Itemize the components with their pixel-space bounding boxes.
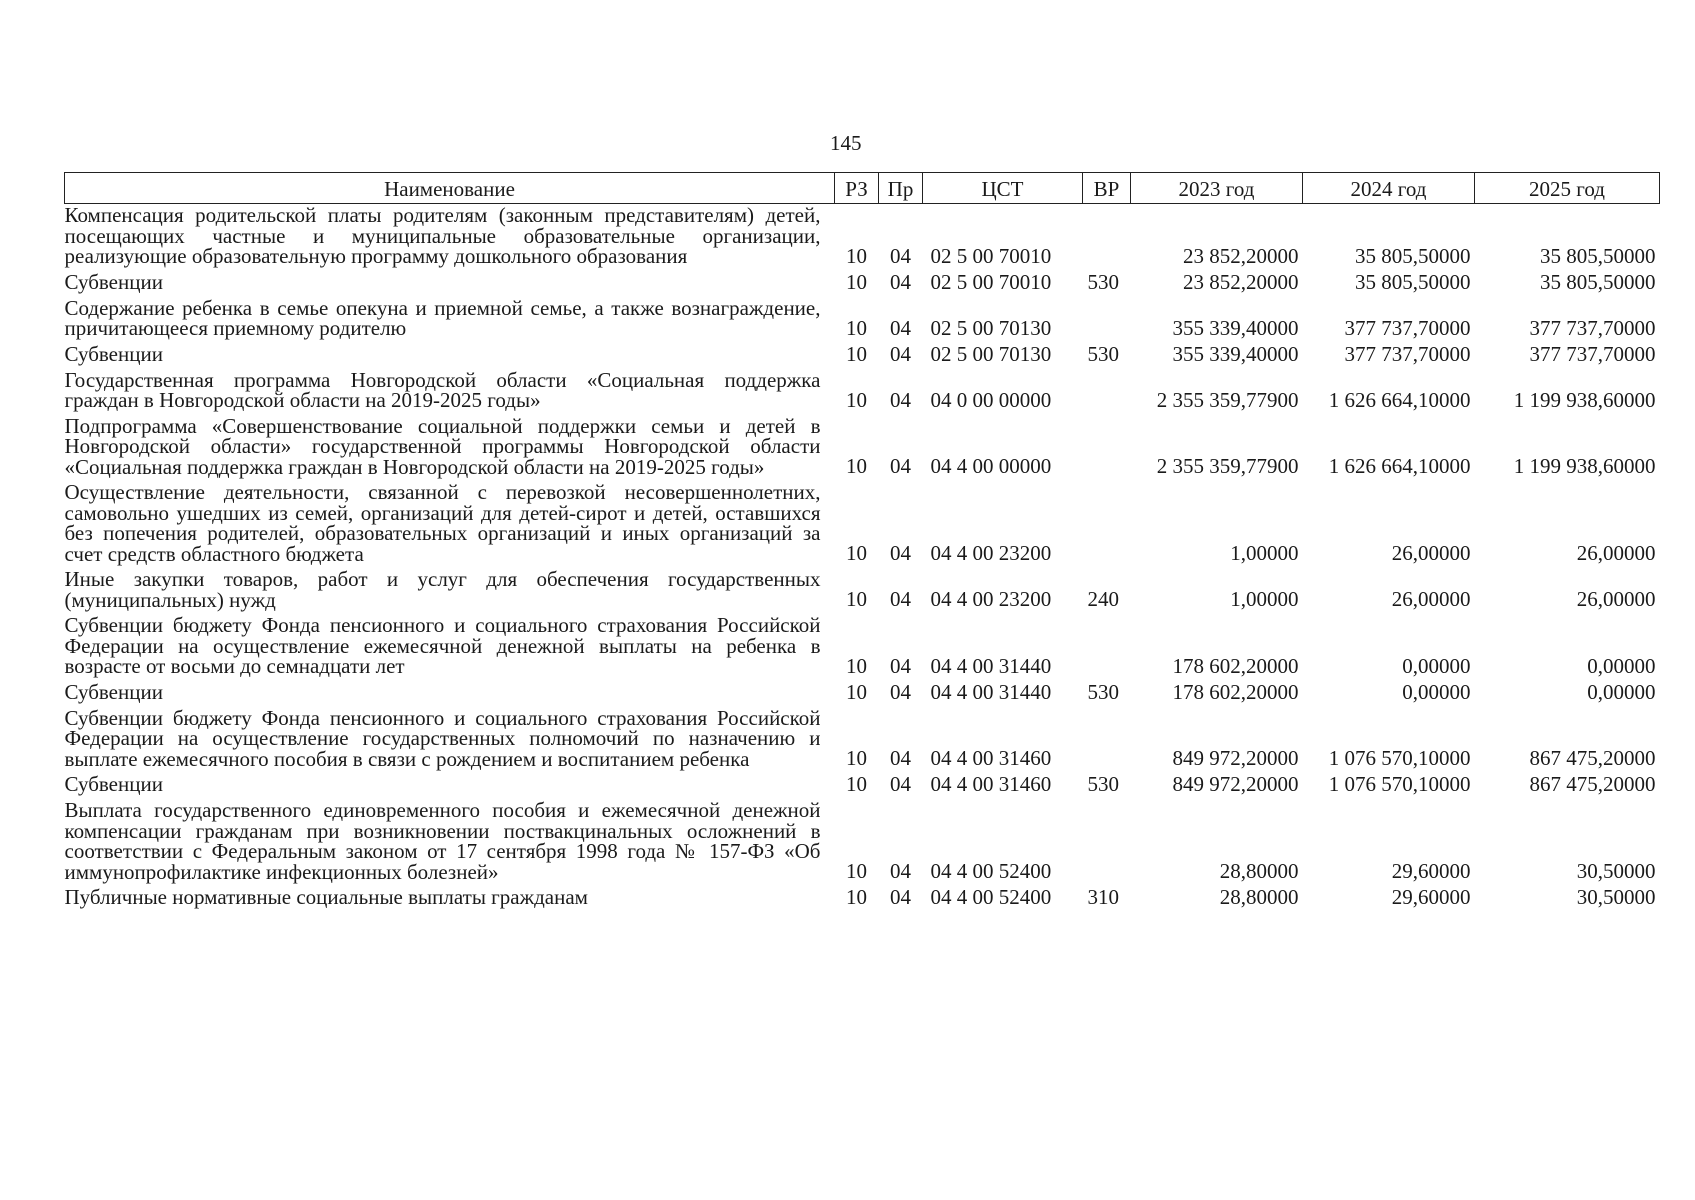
row-value-2024: 0,00000 bbox=[1402, 653, 1471, 678]
row-value-2023: 1,00000 bbox=[1230, 541, 1299, 565]
row-pr: 04 bbox=[890, 587, 911, 611]
row-value-2023: 1,00000 bbox=[1230, 587, 1299, 611]
row-value-2023: 23 852,20000 bbox=[1183, 269, 1299, 294]
row-name: Субвенции bbox=[64, 679, 163, 704]
row-value-2024: 26,00000 bbox=[1391, 541, 1471, 565]
table-row bbox=[65, 773, 1660, 799]
row-vr bbox=[1083, 204, 1131, 271]
row-rz: 10 bbox=[846, 341, 867, 366]
row-value-2024: 1 076 570,10000 bbox=[1328, 746, 1471, 770]
table-header-row bbox=[65, 173, 1660, 204]
row-cst: 04 4 00 31440 bbox=[930, 679, 1052, 704]
row-value-2024: 377 737,70000 bbox=[1344, 341, 1471, 366]
row-value-2024: 1 076 570,10000 bbox=[1328, 772, 1471, 796]
row-rz: 10 bbox=[846, 679, 867, 704]
row-cst: 04 4 00 52400 bbox=[930, 859, 1052, 883]
row-name: Субвенции bbox=[64, 772, 163, 796]
row-value-2024: 1 626 664,10000 bbox=[1328, 454, 1471, 478]
row-value-2023: 178 602,20000 bbox=[1172, 653, 1299, 678]
row-value-2025: 867 475,20000 bbox=[1529, 746, 1656, 770]
row-value-2024: 35 805,50000 bbox=[1355, 269, 1471, 294]
row-vr bbox=[1083, 614, 1131, 681]
row-name: Публичные нормативные социальные выплаты гражданам bbox=[64, 885, 588, 909]
row-value-2023: 178 602,20000 bbox=[1172, 679, 1299, 704]
row-name: Субвенции бюджету Фонда пенсионного и социального страхования Российской Федерации на осуществление государственных полномочий по назначению и выплате ежемесячного пособия в связи с рождением и воспитанием ребенка bbox=[64, 705, 821, 771]
header-vr: ВР bbox=[1083, 173, 1131, 204]
row-value-2023: 2 355 359,77900 bbox=[1156, 387, 1299, 412]
table-row bbox=[65, 271, 1660, 297]
row-rz: 10 bbox=[846, 587, 867, 611]
row-value-2025: 377 737,70000 bbox=[1529, 341, 1656, 366]
row-vr bbox=[1083, 481, 1131, 568]
table-row bbox=[65, 568, 1660, 614]
row-cst: 02 5 00 70130 bbox=[930, 315, 1052, 340]
row-value-2024: 35 805,50000 bbox=[1355, 243, 1471, 268]
row-cst: 02 5 00 70130 bbox=[930, 341, 1052, 366]
row-value-2024: 29,60000 bbox=[1391, 885, 1471, 909]
row-value-2025: 26,00000 bbox=[1576, 587, 1656, 611]
row-value-2023: 23 852,20000 bbox=[1183, 243, 1299, 268]
row-cst: 04 4 00 31460 bbox=[930, 772, 1052, 796]
table-row bbox=[65, 799, 1660, 886]
row-rz: 10 bbox=[846, 772, 867, 796]
row-rz: 10 bbox=[846, 885, 867, 909]
row-name: Иные закупки товаров, работ и услуг для обеспечения государственных (муниципальных) нужд bbox=[64, 567, 821, 612]
header-cst: ЦСТ bbox=[923, 173, 1083, 204]
row-rz: 10 bbox=[846, 315, 867, 340]
row-vr: 530 bbox=[1087, 269, 1119, 294]
row-value-2025: 35 805,50000 bbox=[1540, 243, 1656, 268]
row-value-2023: 2 355 359,77900 bbox=[1156, 454, 1299, 478]
table-row bbox=[65, 886, 1660, 912]
row-pr: 04 bbox=[890, 387, 911, 412]
row-value-2024: 0,00000 bbox=[1402, 679, 1471, 704]
row-cst: 04 0 00 00000 bbox=[930, 387, 1052, 412]
row-name: Субвенции bbox=[64, 341, 163, 366]
row-value-2024: 1 626 664,10000 bbox=[1328, 387, 1471, 412]
header-rz: РЗ bbox=[835, 173, 879, 204]
row-vr bbox=[1083, 415, 1131, 482]
row-vr: 310 bbox=[1087, 885, 1119, 909]
row-cst: 04 4 00 00000 bbox=[930, 454, 1052, 478]
row-pr: 04 bbox=[890, 243, 911, 268]
row-vr bbox=[1083, 799, 1131, 886]
row-pr: 04 bbox=[890, 269, 911, 294]
row-value-2024: 29,60000 bbox=[1391, 859, 1471, 883]
page-number: 145 bbox=[830, 131, 862, 155]
row-rz: 10 bbox=[846, 387, 867, 412]
header-2024: 2024 год bbox=[1303, 173, 1475, 204]
row-pr: 04 bbox=[890, 341, 911, 366]
row-value-2025: 1 199 938,60000 bbox=[1513, 387, 1656, 412]
table-row bbox=[65, 204, 1660, 271]
row-value-2025: 30,50000 bbox=[1576, 859, 1656, 883]
row-rz: 10 bbox=[846, 269, 867, 294]
row-vr: 240 bbox=[1087, 587, 1119, 611]
row-value-2025: 30,50000 bbox=[1576, 885, 1656, 909]
row-name: Подпрограмма «Совершенствование социальной поддержки семьи и детей в Новгородской области» государственной программы Новгородской области «Социальная поддержка граждан в Новгородской области на 2019-2025 годы» bbox=[64, 413, 821, 479]
row-rz: 10 bbox=[846, 859, 867, 883]
row-pr: 04 bbox=[890, 454, 911, 478]
row-rz: 10 bbox=[846, 653, 867, 678]
row-value-2025: 867 475,20000 bbox=[1529, 772, 1656, 796]
table-row bbox=[65, 481, 1660, 568]
row-pr: 04 bbox=[890, 679, 911, 704]
row-rz: 10 bbox=[846, 243, 867, 268]
row-value-2023: 355 339,40000 bbox=[1172, 315, 1299, 340]
row-name: Компенсация родительской платы родителям (законным представителям) детей, посещающих частные и муниципальные образовательные организации, реализующие образовательную программу дошкольного образования bbox=[64, 203, 821, 268]
row-pr: 04 bbox=[890, 746, 911, 770]
row-name: Выплата государственного единовременного пособия и ежемесячной денежной компенсации гражданам при возникновении поствакцинальных осложнений в соответствии с Федеральным законом от 17 сентября 1998 года № 157-ФЗ «Об иммунопрофилактике инфекционных болезней» bbox=[64, 798, 821, 884]
table-row bbox=[65, 369, 1660, 415]
row-value-2024: 377 737,70000 bbox=[1344, 315, 1471, 340]
row-name: Субвенции bbox=[64, 269, 163, 294]
row-cst: 04 4 00 52400 bbox=[930, 885, 1052, 909]
row-value-2023: 849 972,20000 bbox=[1172, 772, 1299, 796]
row-pr: 04 bbox=[890, 859, 911, 883]
row-cst: 04 4 00 31460 bbox=[930, 746, 1052, 770]
row-vr: 530 bbox=[1087, 772, 1119, 796]
row-pr: 04 bbox=[890, 541, 911, 565]
row-name: Осуществление деятельности, связанной с перевозкой несовершеннолетних, самовольно ушедших из семей, организаций для детей-сирот и детей, оставшихся без попечения родителей, образовательных организаций и иных организаций за счет средств областного бюджета bbox=[64, 480, 821, 566]
header-2023: 2023 год bbox=[1131, 173, 1303, 204]
row-value-2025: 0,00000 bbox=[1587, 679, 1656, 704]
row-value-2025: 377 737,70000 bbox=[1529, 315, 1656, 340]
row-cst: 02 5 00 70010 bbox=[930, 269, 1052, 294]
row-value-2025: 26,00000 bbox=[1576, 541, 1656, 565]
table-row bbox=[65, 614, 1660, 681]
row-value-2023: 28,80000 bbox=[1219, 885, 1299, 909]
table-row bbox=[65, 297, 1660, 343]
row-rz: 10 bbox=[846, 746, 867, 770]
row-rz: 10 bbox=[846, 454, 867, 478]
table-row bbox=[65, 415, 1660, 482]
row-cst: 04 4 00 23200 bbox=[930, 587, 1052, 611]
row-vr bbox=[1083, 707, 1131, 774]
row-pr: 04 bbox=[890, 315, 911, 340]
row-cst: 02 5 00 70010 bbox=[930, 243, 1052, 268]
row-pr: 04 bbox=[890, 885, 911, 909]
table-row bbox=[65, 681, 1660, 707]
row-value-2025: 35 805,50000 bbox=[1540, 269, 1656, 294]
row-rz: 10 bbox=[846, 541, 867, 565]
table-row bbox=[65, 343, 1660, 369]
row-vr bbox=[1083, 369, 1131, 415]
table-body bbox=[65, 204, 1660, 913]
row-vr: 530 bbox=[1087, 341, 1119, 366]
budget-table bbox=[64, 172, 1660, 912]
row-value-2025: 1 199 938,60000 bbox=[1513, 454, 1656, 478]
row-cst: 04 4 00 31440 bbox=[930, 653, 1052, 678]
table-row bbox=[65, 707, 1660, 774]
row-name: Субвенции бюджету Фонда пенсионного и социального страхования Российской Федерации на осуществление ежемесячной денежной выплаты на ребенка в возрасте от восьми до семнадцати лет bbox=[64, 613, 821, 678]
row-value-2023: 355 339,40000 bbox=[1172, 341, 1299, 366]
row-pr: 04 bbox=[890, 772, 911, 796]
row-cst: 04 4 00 23200 bbox=[930, 541, 1052, 565]
row-name: Содержание ребенка в семье опекуна и приемной семье, а также вознаграждение, причитающееся приемному родителю bbox=[64, 295, 821, 340]
row-pr: 04 bbox=[890, 653, 911, 678]
row-vr: 530 bbox=[1087, 679, 1119, 704]
header-pr: Пр bbox=[879, 173, 923, 204]
row-vr bbox=[1083, 297, 1131, 343]
row-name: Государственная программа Новгородской области «Социальная поддержка граждан в Новгородской области на 2019-2025 годы» bbox=[64, 367, 821, 412]
header-name: Наименование bbox=[65, 173, 835, 204]
row-value-2023: 849 972,20000 bbox=[1172, 746, 1299, 770]
header-2025: 2025 год bbox=[1475, 173, 1660, 204]
row-value-2023: 28,80000 bbox=[1219, 859, 1299, 883]
row-value-2024: 26,00000 bbox=[1391, 587, 1471, 611]
row-value-2025: 0,00000 bbox=[1587, 653, 1656, 678]
